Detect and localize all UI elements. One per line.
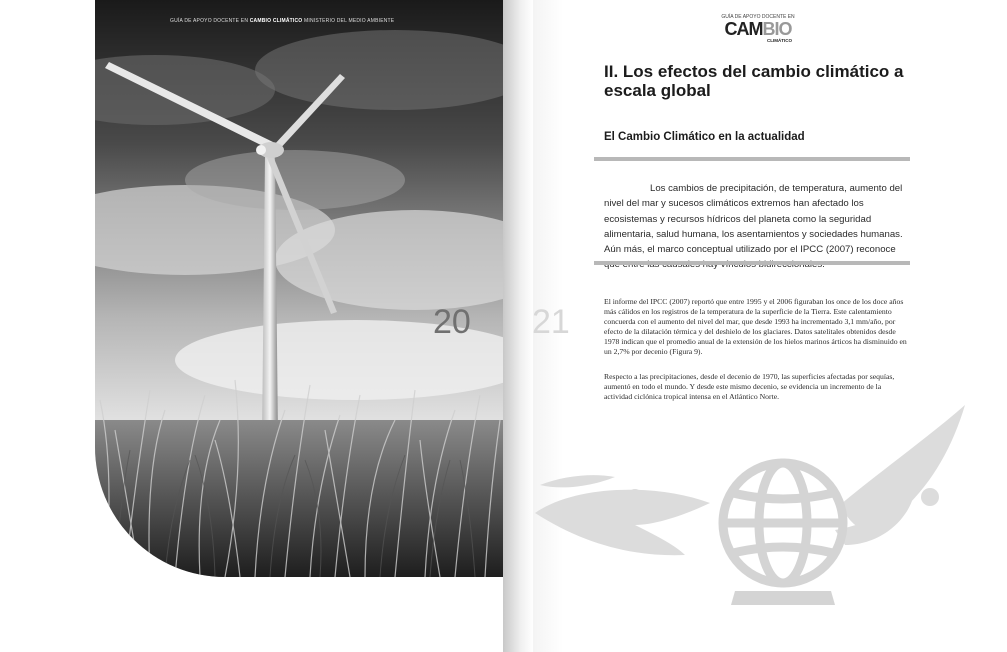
body-paragraph-1: El informe del IPCC (2007) reportó que entre 1995 y el 2006 figuraban los once de los doce años más cálidos en los registros de la temperatura de la superficie de la Tierra. Este calentamiento concuerda con el aumento del nivel del mar, que desde 1993 ha incrementado 3,1 mm/año, por efecto de la dilatación térmica y del deshielo de los glaciares. Datos satelitales obtenidos desde 1978 indican que el promedio anual de la extensión de los hielos marinos árticos ha disminuido en un 2,7% por decenio (Figura 9). — [604, 297, 907, 356]
running-head-suffix: MINISTERIO DEL MEDIO AMBIENTE — [303, 18, 395, 24]
summary-paragraph: Los cambios de precipitación, de temperatura, aumento del nivel del mar y sucesos climáticos extremos han afectado los ecosistemas y recursos hídricos del planeta como la seguridad alimentaria, salud humana, los asentamientos y sociedades humanas. Aún más, el marco conceptual utilizado por el IPCC (2007) reconoce — [604, 183, 903, 256]
bottom-divider — [594, 261, 910, 265]
logo-cam: CAM — [724, 19, 763, 39]
left-page — [0, 0, 503, 652]
body-paragraph-2: Respecto a las precipitaciones, desde el decenio de 1970, las superficies afectadas por sequías, aumentó en todo el mundo. Y desde este mismo decenio, se evidencia un incremento de la actividad ciclónica tropical intensa en el Atlántico Norte. — [604, 372, 895, 401]
running-head — [170, 18, 410, 24]
running-head-prefix: GUÍA DE APOYO DOCENTE EN — [170, 18, 249, 24]
wind-turbine-photo — [95, 0, 503, 577]
top-divider — [594, 157, 910, 161]
page-number-left: 20 — [433, 303, 471, 341]
wind-turbine-icon — [95, 0, 503, 577]
section-title: El Cambio Climático en la actualidad — [604, 131, 805, 143]
globe-emblem-icon — [535, 395, 975, 635]
logo-sub-text: CLIMÁTICO — [767, 38, 792, 43]
cambio-logo — [720, 14, 796, 43]
logo-bio: BIO — [762, 19, 792, 39]
logo-main-text — [720, 20, 796, 38]
book-gutter — [503, 0, 533, 652]
page-number-right: 21 — [532, 303, 570, 341]
chapter-title: II. Los efectos del cambio climático a escala global — [604, 62, 904, 100]
running-head-highlight: CAMBIO CLIMÁTICO — [249, 18, 303, 24]
logo-small-text: GUÍA DE APOYO DOCENTE EN — [721, 14, 795, 20]
